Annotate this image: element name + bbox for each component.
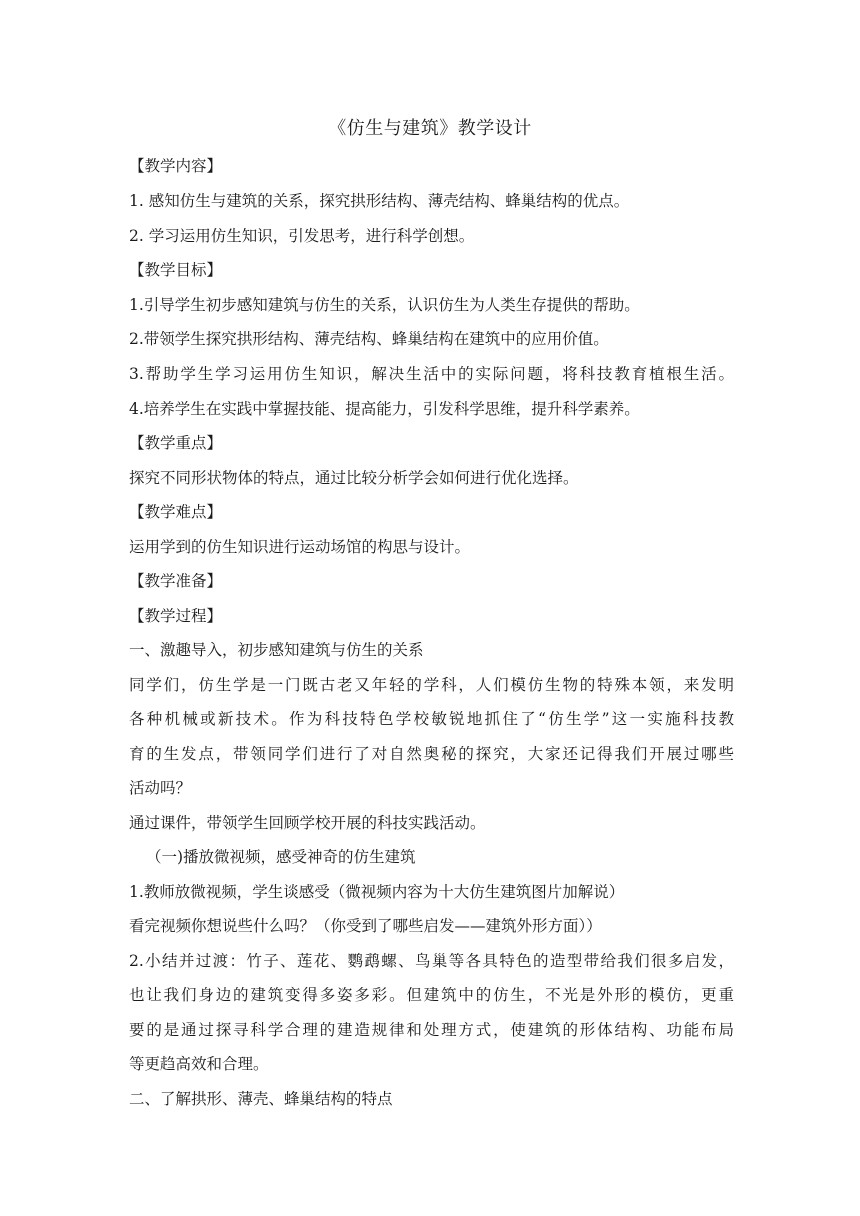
section-heading-key-points: 【教学重点】 bbox=[129, 434, 223, 452]
key-points-text: 探究不同形状物体的特点，通过比较分析学会如何进行优化选择。 bbox=[129, 469, 579, 487]
document-title: 《仿生与建筑》教学设计 bbox=[328, 118, 532, 139]
paragraph-line: 要的是通过探寻科学合理的建造规律和处理方式，使建筑的形体结构、功能布局 bbox=[129, 1021, 734, 1039]
content-item-2: 2. 学习运用仿生知识，引发思考，进行科学创想。 bbox=[129, 227, 475, 245]
goal-item-3: 3.帮助学生学习运用仿生知识，解决生活中的实际问题，将科技教育植根生活。 bbox=[129, 365, 734, 383]
paragraph-line: 育的生发点，带领同学们进行了对自然奥秘的探究，大家还记得我们开展过哪些 bbox=[129, 745, 734, 763]
goal-item-2: 2.带领学生探究拱形结构、薄壳结构、蜂巢结构在建筑中的应用价值。 bbox=[129, 330, 609, 348]
process-step-2-heading: 二、了解拱形、薄壳、蜂巢结构的特点 bbox=[129, 1090, 393, 1108]
process-step-1-heading: 一、激趣导入，初步感知建筑与仿生的关系 bbox=[129, 641, 424, 659]
goal-item-4: 4.培养学生在实践中掌握技能、提高能力，引发科学思维，提升科学素养。 bbox=[129, 400, 640, 418]
paragraph-line: 活动吗？ bbox=[129, 779, 192, 797]
section-heading-process: 【教学过程】 bbox=[129, 607, 223, 625]
difficulties-text: 运用学到的仿生知识进行运动场馆的构思与设计。 bbox=[129, 538, 471, 556]
paragraph-line: 通过课件，带领学生回顾学校开展的科技实践活动。 bbox=[129, 814, 486, 832]
paragraph-line: 1.教师放微视频，学生谈感受（微视频内容为十大仿生建筑图片加解说） bbox=[129, 883, 625, 901]
paragraph-line: 同学们，仿生学是一门既古老又年轻的学科，人们模仿生物的特殊本领，来发明 bbox=[129, 676, 734, 694]
section-heading-goals: 【教学目标】 bbox=[129, 261, 223, 279]
goal-item-1: 1.引导学生初步感知建筑与仿生的关系，认识仿生为人类生存提供的帮助。 bbox=[129, 296, 640, 314]
paragraph-line: 等更趋高效和合理。 bbox=[129, 1055, 269, 1073]
paragraph-line: 2.小结并过渡：竹子、莲花、鹦鹉螺、鸟巢等各具特色的造型带给我们很多启发， bbox=[129, 952, 734, 970]
content-item-1: 1. 感知仿生与建筑的关系，探究拱形结构、薄壳结构、蜂巢结构的优点。 bbox=[129, 192, 630, 210]
paragraph-line: 也让我们身边的建筑变得多姿多彩。但建筑中的仿生，不光是外形的模仿，更重 bbox=[129, 986, 734, 1004]
paragraph-line: 各种机械或新技术。作为科技特色学校敏锐地抓住了“仿生学”这一实施科技教 bbox=[129, 710, 734, 728]
section-heading-preparation: 【教学准备】 bbox=[129, 572, 223, 590]
sub-step-heading: （一)播放微视频，感受神奇的仿生建筑 bbox=[146, 848, 416, 866]
paragraph-line: 看完视频你想说些什么吗？（你受到了哪些启发——建筑外形方面）） bbox=[129, 917, 602, 935]
section-heading-content: 【教学内容】 bbox=[129, 157, 223, 175]
section-heading-difficulties: 【教学难点】 bbox=[129, 503, 223, 521]
